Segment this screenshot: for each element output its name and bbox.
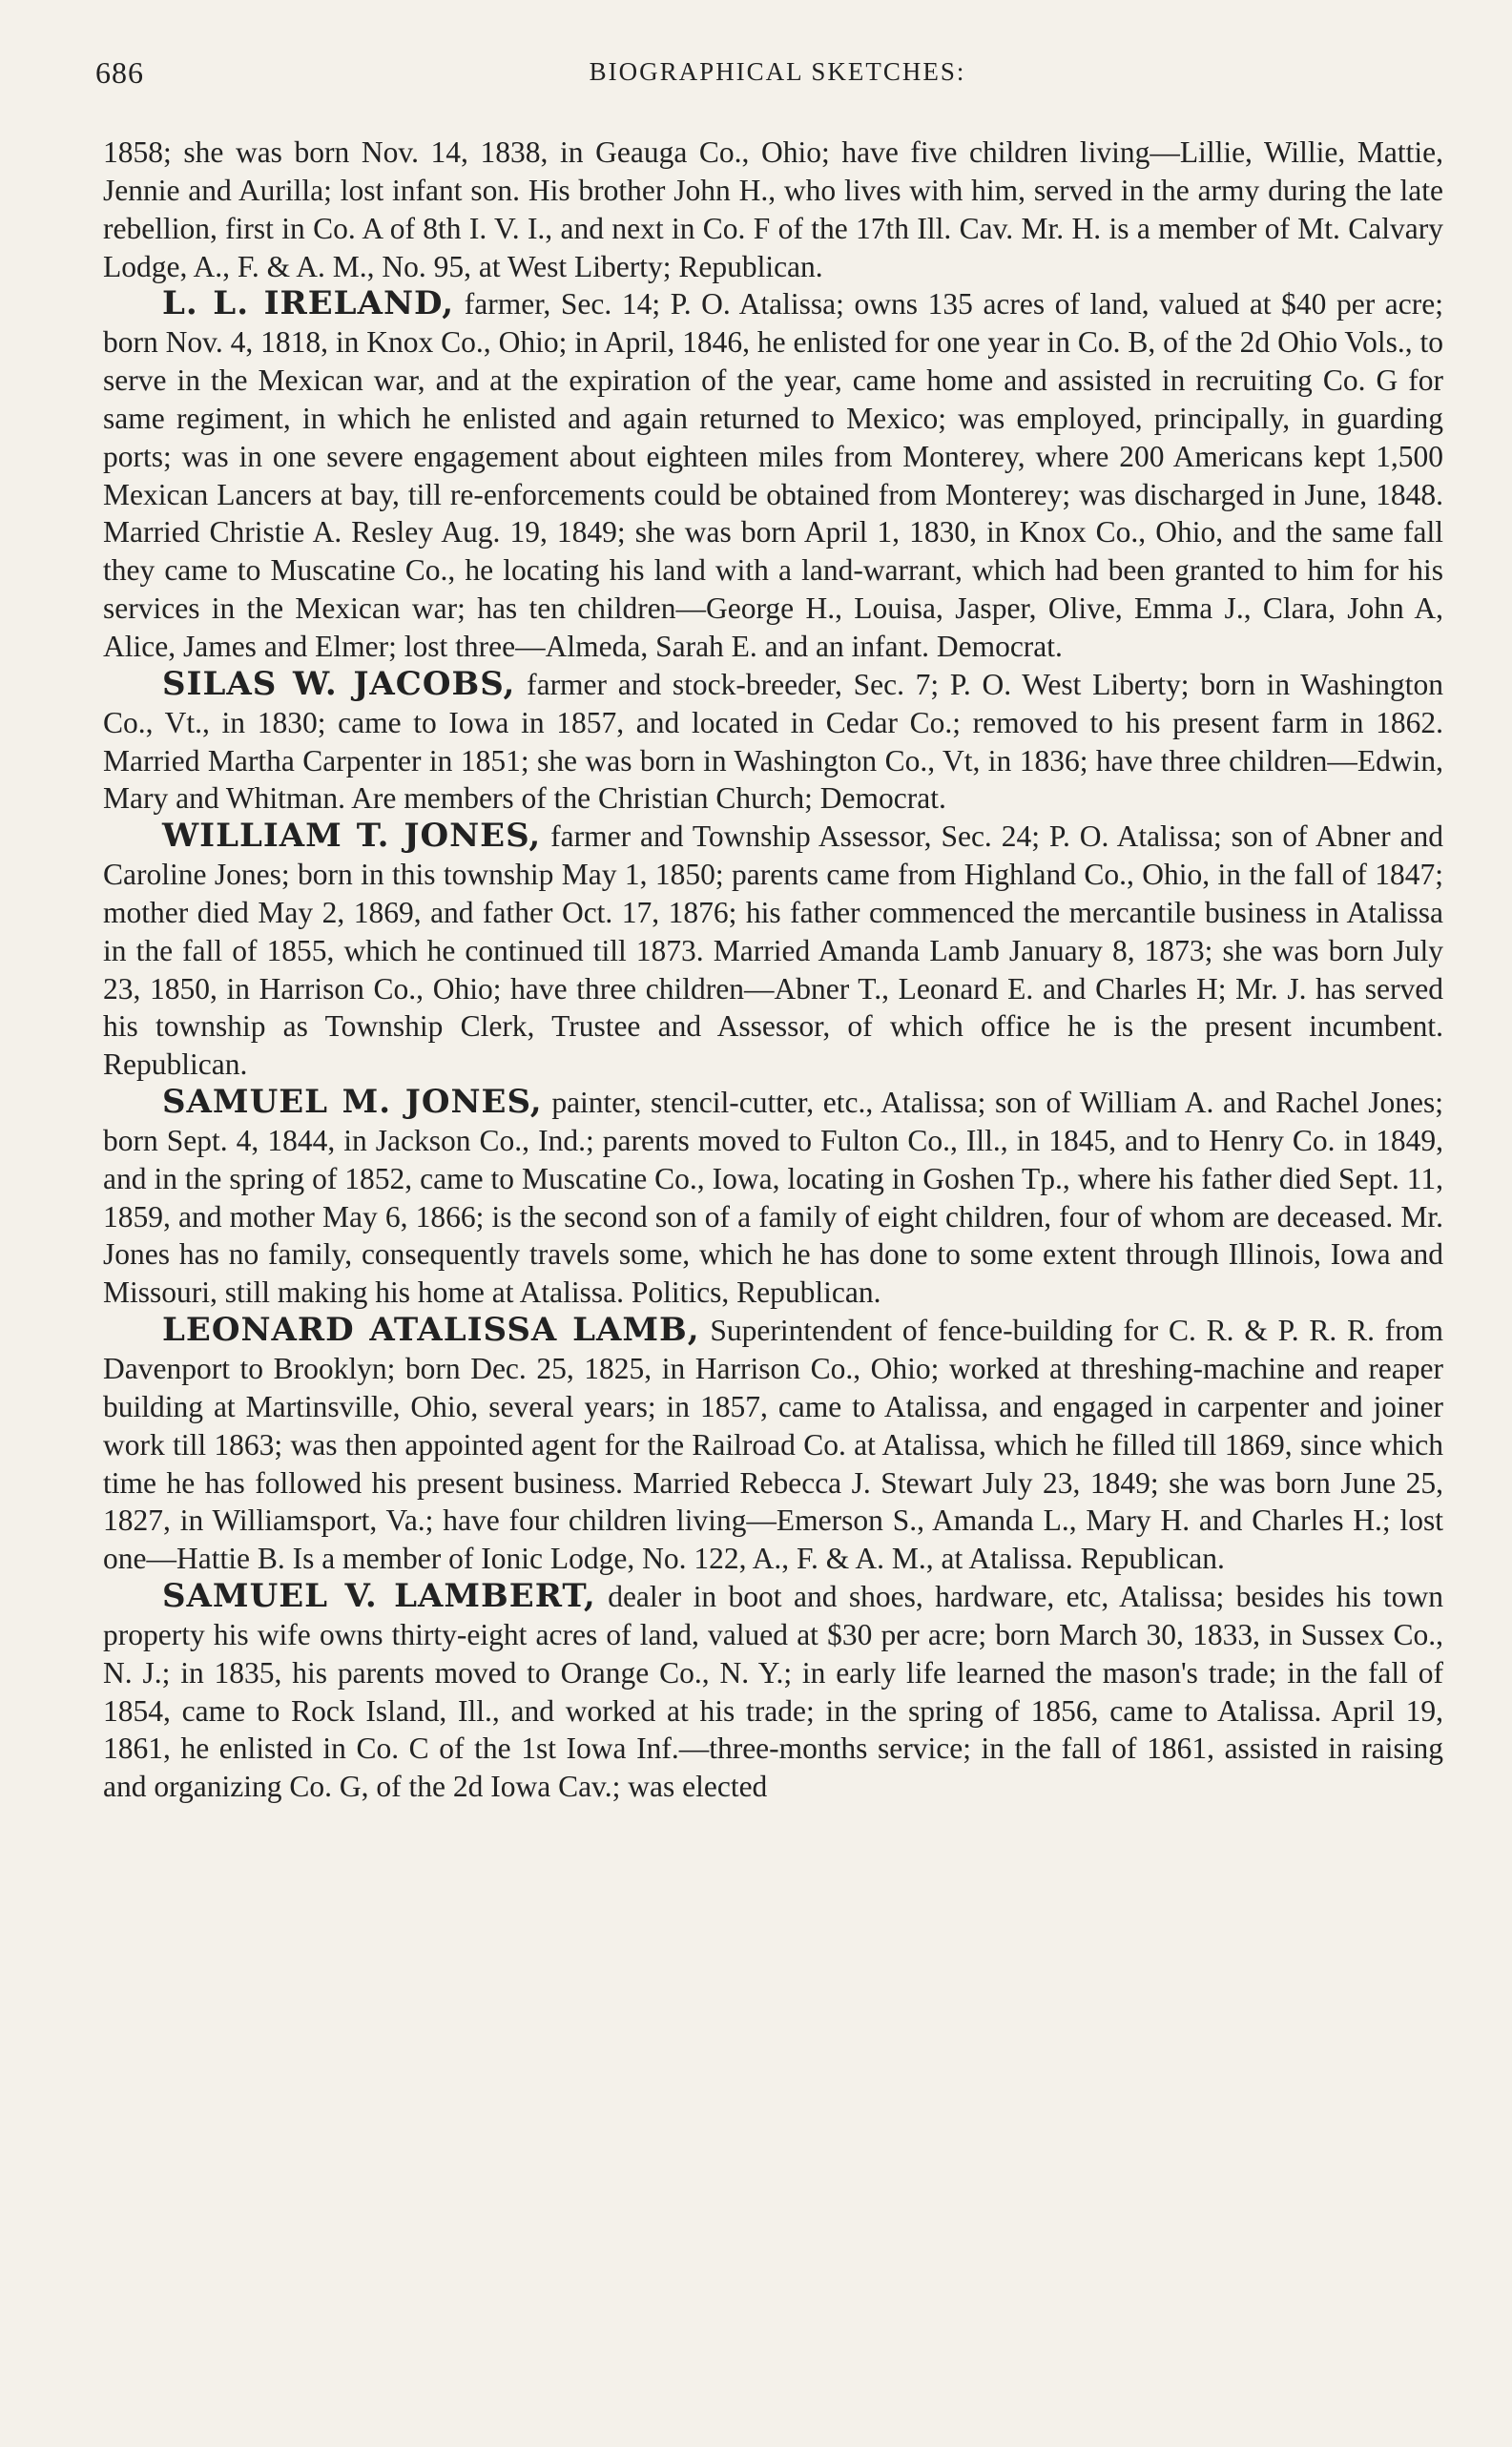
entry-text: farmer and Township Assessor, Sec. 24; P. O. Atalissa; son of Abner and Caroline Jones; born in this township May 1, 1850; parents came from Highland Co., Ohio, in the fall of 1847; mother died May 2, 1869, and father Oct. 17, 1876; his father commenced the mercantile business in Atalissa in the fall of 1855, which he continued till 1873. Married Amanda Lamb January 8, 1873; she was born July 23, 1850, in Harrison Co., Ohio; have three children—Abner T., Leonard E. and Charles H; Mr. J. has served his township as Township Clerk, Trustee and Assessor, of which office he is the present incumbent. Republican.	[103, 819, 1443, 1082]
entry-text: dealer in boot and shoes, hardware, etc, Atalissa; besides his town property his wife owns thirty-eight acres of land, valued at $30 per acre; born March 30, 1833, in Sussex Co., N. J.; in 1835, his parents moved to Orange Co., N. Y.; in early life learned the mason's trade; in the fall of 1854, came to Rock Island, Ill., and worked at his trade; in the spring of 1856, came to Atalissa. April 19, 1861, he enlisted in Co. C of the 1st Iowa Inf.—three-months service; in the fall of 1861, assisted in raising and organizing Co. G, of the 2d Iowa Cav.; was elected	[103, 1580, 1444, 1804]
entry-name: SILAS W. JACOBS,	[162, 664, 516, 703]
entry-samuel-jones	[103, 1084, 1443, 1312]
entry-lambert	[103, 1578, 1443, 1806]
entry-william-jones	[103, 818, 1443, 1084]
entry-text: painter, stencil-cutter, etc., Atalissa; son of William A. and Rachel Jones; born Sept. 4, 1844, in Jackson Co., Ind.; parents moved to Fulton Co., Ill., in 1845, and to Henry Co. in 1849, and in the spring of 1852, came to Muscatine Co., Iowa, locating in Goshen Tp., where his father died Sept. 11, 1859, and mother May 6, 1866; is the second son of a family of eight children, four of whom are deceased. Mr. Jones has no family, consequently travels some, which he has done to some extent through Illinois, Iowa and Missouri, still making his home at Atalissa. Politics, Republican.	[103, 1086, 1443, 1310]
entry-text: farmer, Sec. 14; P. O. Atalissa; owns 135 acres of land, valued at $40 per acre; born Nov. 4, 1818, in Knox Co., Ohio; in April, 1846, he enlisted for one year in Co. B, of the 2d Ohio Vols., to serve in the Mexican war, and at the expiration of the year, came home and assisted in recruiting Co. G for same regiment, in which he enlisted and again returned to Mexico; was employed, principally, in guarding ports; was in one severe engagement about eighteen miles from Monterey, where 200 Americans kept 1,500 Mexican Lancers at bay, till re-enforcements could be obtained from Monterey; was discharged in June, 1848. Married Christie A. Resley Aug. 19, 1849; she was born April 1, 1830, in Knox Co., Ohio, and the same fall they came to Muscatine Co., he locating his land with a land-warrant, which had been granted to him for his services in the Mexican war; has ten children—George H., Louisa, Jasper, Olive, Emma J., Clara, John A, Alice, James and Elmer; lost three—Almeda, Sarah E. and an infant. Democrat.	[103, 287, 1443, 663]
page-header	[95, 55, 1460, 93]
entry-text: farmer and stock-breeder, Sec. 7; P. O. West Liberty; born in Washington Co., Vt., in 1830; came to Iowa in 1857, and located in Cedar Co.; removed to his present farm in 1862. Married Martha Carpenter in 1851; she was born in Washington Co., Vt, in 1836; have three children—Edwin, Mary and Whitman. Are members of the Christian Church; Democrat.	[103, 667, 1443, 816]
entry-jacobs	[103, 666, 1443, 818]
page-number: 686	[95, 55, 144, 90]
body-text	[103, 134, 1443, 1806]
entry-text: Superintendent of fence-building for C. R. & P. R. R. from Davenport to Brooklyn; born Dec. 25, 1825, in Harrison Co., Ohio; worked at threshing-machine and reaper building at Martinsville, Ohio, several years; in 1857, came to Atalissa, and engaged in carpenter and joiner work till 1863; was then appointed agent for the Railroad Co. at Atalissa, which he filled till 1869, since which time he has followed his present business. Married Rebecca J. Stewart July 23, 1849; she was born June 25, 1827, in Williamsport, Va.; have four children living—Emerson S., Amanda L., Mary H. and Charles H.; lost one—Hattie B. Is a member of Ionic Lodge, No. 122, A., F. & A. M., at Atalissa. Republican.	[103, 1314, 1444, 1576]
entry-ireland	[103, 285, 1443, 665]
running-head: BIOGRAPHICAL SKETCHES:	[589, 57, 966, 86]
entry-name: WILLIAM T. JONES,	[162, 817, 542, 856]
entry-name: LEONARD ATALISSA LAMB,	[162, 1311, 700, 1350]
continuation-paragraph: 1858; she was born Nov. 14, 1838, in Geauga Co., Ohio; have five children living—Lillie, Willie, Mattie, Jennie and Aurilla; lost infant son. His brother John H., who lives with him, served in the army during the late rebellion, first in Co. A of 8th I. V. I., and next in Co. F of the 17th Ill. Cav. Mr. H. is a member of Mt. Calvary Lodge, A., F. & A. M., No. 95, at West Liberty; Republican.	[103, 135, 1443, 283]
entry-name: SAMUEL V. LAMBERT,	[162, 1577, 596, 1616]
entry-name: SAMUEL M. JONES,	[162, 1083, 543, 1122]
entry-name: L. L. IRELAND,	[162, 284, 455, 323]
entry-lamb	[103, 1312, 1443, 1578]
